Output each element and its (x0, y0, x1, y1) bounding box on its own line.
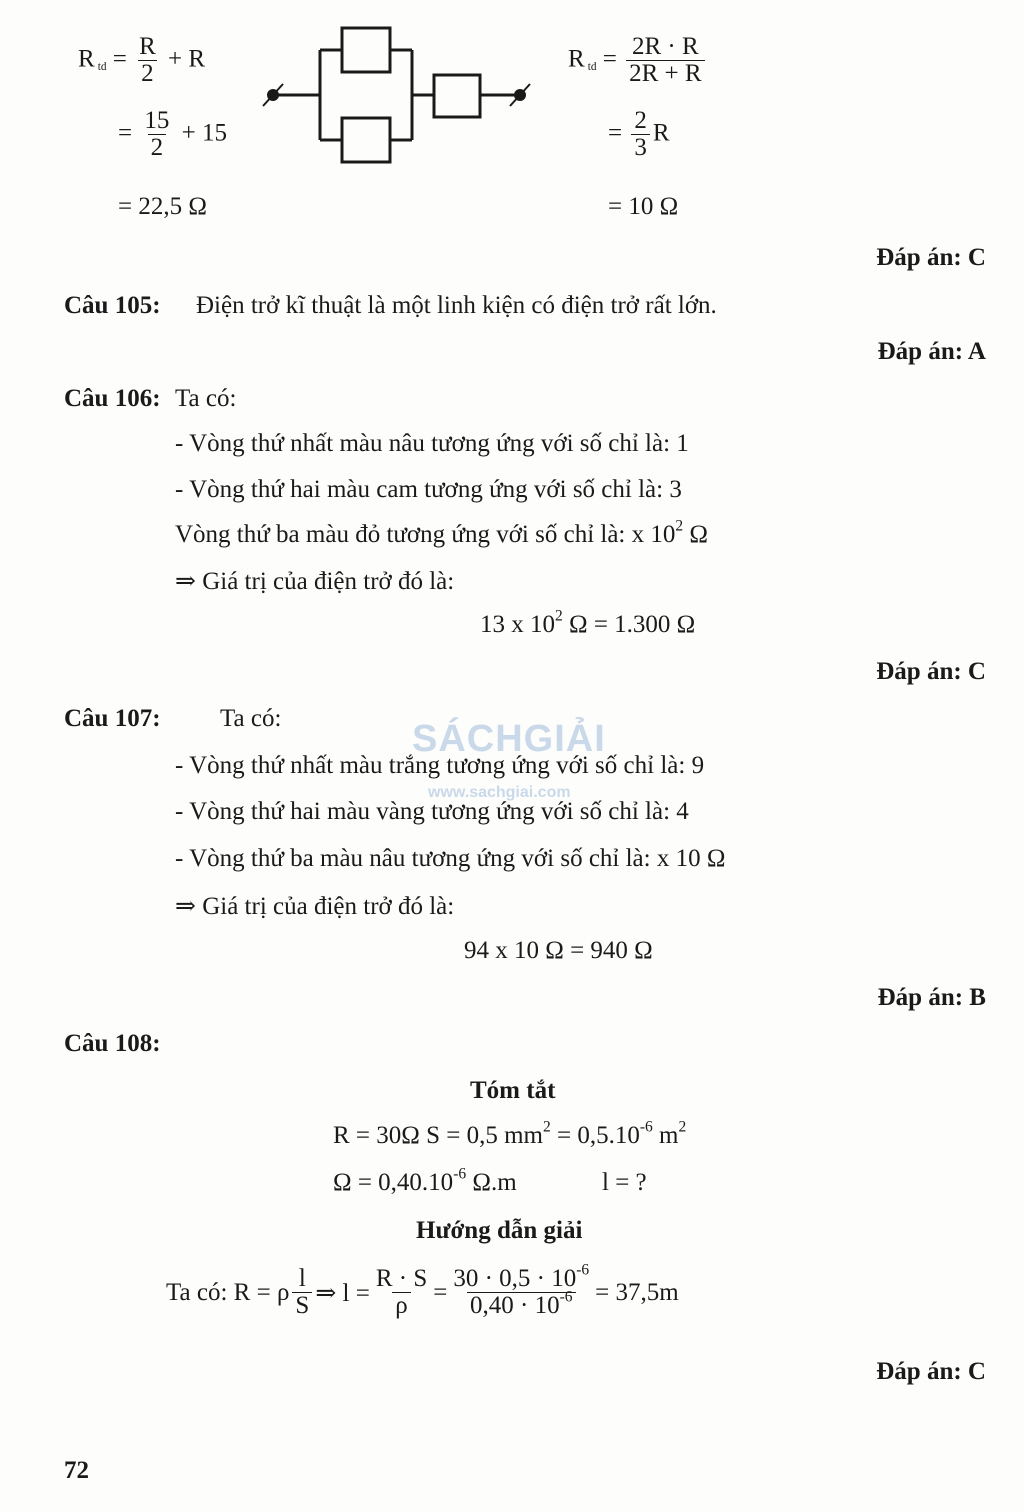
q107-label: Câu 107: (64, 705, 161, 732)
page-number: 72 (64, 1457, 89, 1484)
q106-line2: - Vòng thứ hai màu cam tương ứng với số chỉ là: 3 (175, 476, 682, 503)
q106-label: Câu 106: (64, 385, 161, 412)
q107-answer: Đáp án: B (877, 984, 986, 1011)
resistor-top (342, 28, 390, 72)
q107-line2: - Vòng thứ hai màu vàng tương ứng với số chỉ là: 4 (175, 798, 689, 825)
q108-answer: Đáp án: C (876, 1358, 986, 1385)
fraction: $\frac{R \cdot S}{\rho}$ (375, 1265, 428, 1320)
left-req-line1: R $_{td}$ = $\frac{R}{2}$ + R (78, 33, 206, 88)
fraction: $\frac{l}{S}$ (292, 1266, 312, 1320)
q105-answer: Đáp án: A (877, 338, 986, 365)
q107-line1: - Vòng thứ nhất màu trắng tương ứng với số chỉ là: 9 (175, 752, 705, 779)
q106-line3: Vòng thứ ba màu đỏ tương ứng với số chỉ là: x $10^2$ Ω (175, 517, 708, 548)
q108-solution-formula: Ta có: R = ρ $\frac{l}{S}$ ⇒ l = $\frac{R \cdot S}{\rho}$ = $\frac{30 \cdot 0,5 \cdot 10^{-6}}{0,40 \cdot 10^{-6}}$ = 37,5m (166, 1261, 679, 1320)
q108-solution-title: Hướng dẫn giải (416, 1217, 583, 1244)
fraction: $\frac{2}{3}$ (631, 108, 650, 162)
q107-line3: - Vòng thứ ba màu nâu tương ứng với số chỉ là: x 10 Ω (175, 845, 726, 872)
left-req-line2: = $\frac{15}{2}$ + 15 (118, 107, 227, 162)
left-req-result: = 22,5 Ω (118, 193, 207, 220)
fraction: $\frac{2R \cdot R}{2R + R}$ (626, 34, 704, 88)
q108-given1: R = 30Ω S = 0,5 $mm^2 = 0,5.10^{-6}$ $m^2$ (333, 1118, 687, 1149)
answer-top: Đáp án: C (876, 244, 986, 271)
q108-unknown: l = ? (602, 1169, 647, 1196)
fraction: $\frac{R}{2}$ (139, 33, 156, 88)
right-req-line2: = $\frac{2}{3}$ R (608, 107, 670, 162)
q107-result: 94 x 10 Ω = 940 Ω (464, 937, 653, 964)
watermark-logo: SÁCHGIẢI (412, 718, 606, 760)
q107-conclusion: ⇒ Giá trị của điện trở đó là: (175, 893, 455, 920)
right-req-result: = 10 Ω (608, 193, 679, 220)
q105-text: Điện trở kĩ thuật là một linh kiện có điện trở rất lớn. (196, 292, 717, 319)
q106-result: 13 x $10^2$ Ω = 1.300 Ω (480, 607, 696, 638)
resistor-series (434, 75, 480, 117)
right-req-line1: R $_{td}$ = $\frac{2R \cdot R}{2R + R}$ (568, 34, 708, 88)
q106-conclusion: ⇒ Giá trị của điện trở đó là: (175, 568, 455, 595)
watermark-url: www.sachgiai.com (428, 784, 571, 801)
q105-label: Câu 105: (64, 292, 161, 319)
q108-summary-title: Tóm tắt (470, 1077, 556, 1104)
circuit-diagram (258, 20, 538, 170)
q107-intro: Ta có: (220, 705, 282, 732)
fraction: $\frac{15}{2}$ (144, 107, 170, 162)
q108-given2: $\Omega = 0,40.10^{-6}$ Ω.m (333, 1165, 517, 1196)
q108-label: Câu 108: (64, 1030, 161, 1057)
q106-line1: - Vòng thứ nhất màu nâu tương ứng với số chỉ là: 1 (175, 430, 689, 457)
fraction: $\frac{30 \cdot 0,5 \cdot 10^{-6}}{0,40 \cdot 10^{-6}}$ (453, 1261, 590, 1320)
resistor-bottom (342, 118, 390, 162)
q106-intro: Ta có: (175, 385, 237, 412)
q106-answer: Đáp án: C (876, 658, 986, 685)
